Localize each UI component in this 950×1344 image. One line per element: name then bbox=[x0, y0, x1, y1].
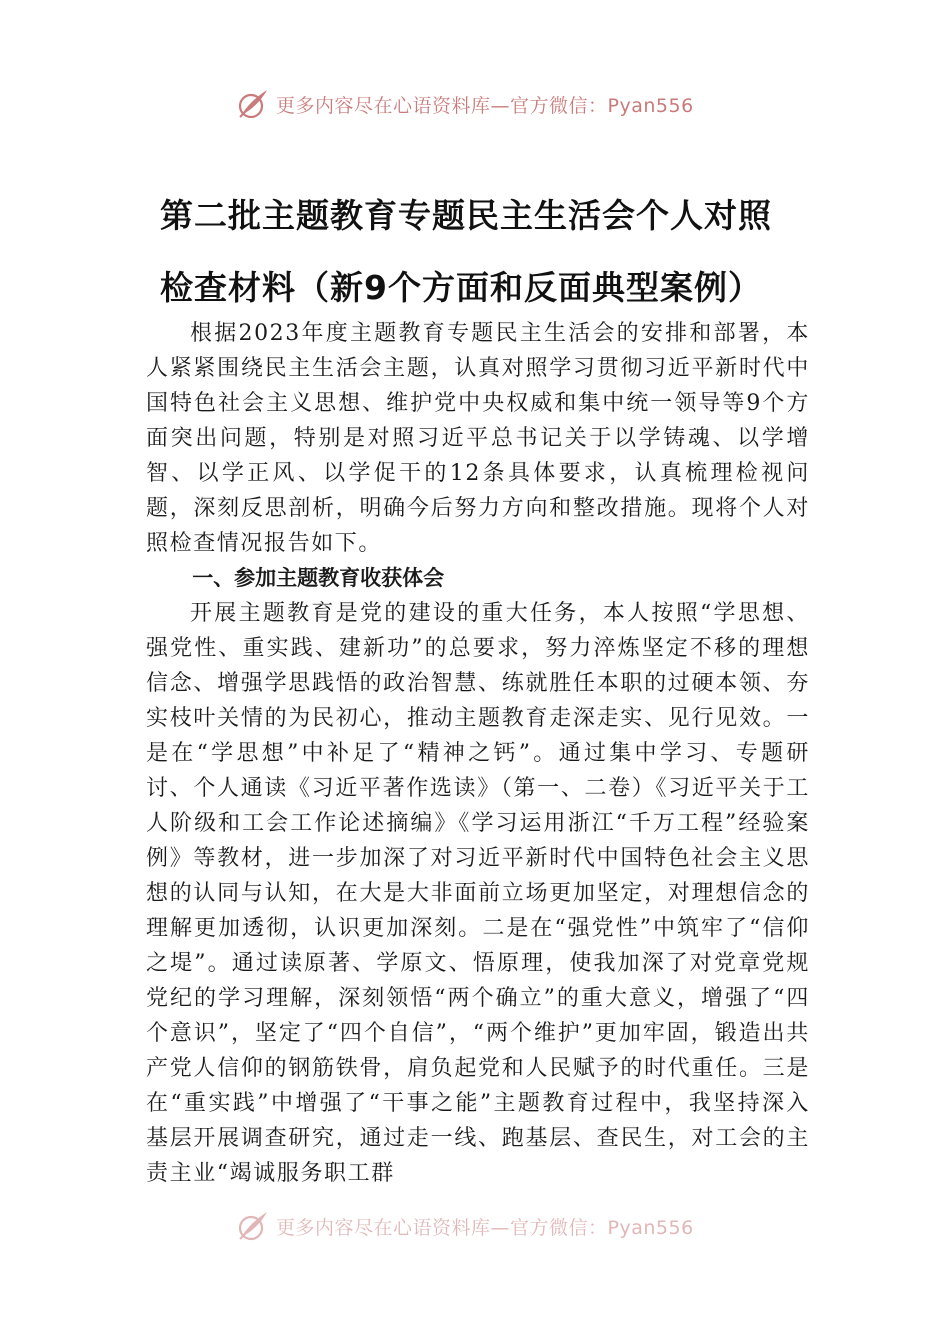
title-line-2: 检查材料（新9个方面和反面典型案例） bbox=[160, 268, 762, 307]
watermark-text: 更多内容尽在心语资料库—官方微信：Pyan556 bbox=[276, 94, 694, 117]
section-heading-1: 一、参加主题教育收获体会 bbox=[192, 566, 445, 590]
title-line-1: 第二批主题教育专题民主生活会个人对照 bbox=[160, 196, 772, 235]
quill-pen-logo-icon bbox=[236, 87, 270, 121]
section-1-paragraph: 开展主题教育是党的建设的重大任务，本人按照“学思想、强党性、重实践、建新功”的总要求，努力淬炼坚定不移的理想信念、增强学思践悟的政治智慧、练就胜任本职的过硬本领、夯实枝叶关情的为民初心，推动主题教育走深走实、见行见效。一是在“学思想”中补足了“精神之钙”。通过集中学习、专题研讨、个人通读《习近平著作选读》（第一、二卷）《习近平关于工人阶级和工会工作论述摘编》《学习运用浙江“千万工程”经验案例》等教材，进一步加深了对习近平新时代中国特色社会主义思想的认同与认知，在大是大非面前立场更加坚定，对理想信念的理解更加透彻，认识更加深刻。二是在“强党性”中筑牢了“信仰之堤”。通过读原著、学原文、悟原理，使我加深了对党章党规党纪的学习理解，深刻领悟“两个确立”的重大意义，增强了“四个意识”，坚定了“四个自信”，“两个维护”更加牢固，锻造出共产党人信仰的钢筋铁骨，肩负起党和人民赋予的时代重任。三是在“重实践”中增强了“干事之能”主题教育过程中，我坚持深入基层开展调查研究，通过走一线、跑基层、查民生，对工会的主责主业“竭诚服务职工群 bbox=[146, 601, 810, 1186]
watermark-text-footer: 更多内容尽在心语资料库—官方微信：Pyan556 bbox=[276, 1216, 694, 1239]
footer-watermark bbox=[236, 1206, 736, 1246]
header-watermark bbox=[236, 84, 736, 124]
quill-pen-logo-icon bbox=[236, 1209, 270, 1243]
document-body bbox=[146, 316, 810, 1191]
intro-paragraph: 根据2023年度主题教育专题民主生活会的安排和部署，本人紧紧围绕民主生活会主题，认真对照学习贯彻习近平新时代中国特色社会主义思想、维护党中央权威和集中统一领导等9个方面突出问题，特别是对照习近平总书记关于以学铸魂、以学增智、以学正风、以学促干的12条具体要求，认真梳理检视问题，深刻反思剖析，明确今后努力方向和整改措施。现将个人对照检查情况报告如下。 bbox=[146, 321, 810, 556]
document-title bbox=[160, 180, 810, 324]
